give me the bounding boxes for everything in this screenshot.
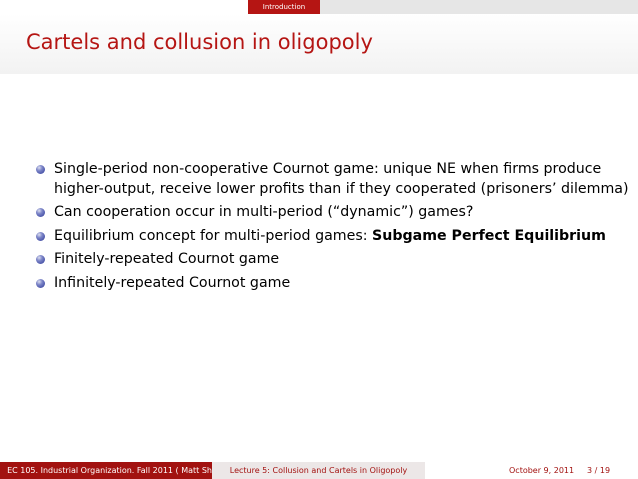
bullet-text: Equilibrium concept for multi-period games: [54, 227, 372, 244]
bullet-icon [36, 165, 45, 174]
bullet-item [32, 274, 632, 294]
bullet-text: Single-period non-cooperative Cournot game: unique NE when firms produce higher-output, receive lower profits than if they cooperated (prisoners’ dilemma) [54, 161, 629, 197]
bullet-text: Infinitely-repeated Cournot game [54, 274, 291, 291]
footer-date: October 9, 2011 [509, 466, 575, 475]
bullet-item [32, 227, 632, 247]
nav-right-area [320, 0, 638, 14]
bullet-icon [36, 279, 45, 288]
slide-footer [0, 462, 638, 479]
nav-section-introduction[interactable]: Introduction [248, 0, 320, 14]
bullet-text: Can cooperation occur in multi-period (“dynamic”) games? [54, 204, 474, 220]
footer-lecture: Lecture 5: Collusion and Cartels in Oligopoly [212, 462, 425, 479]
footer-right-box [425, 462, 638, 479]
bullet-text: Finitely-repeated Cournot game [54, 251, 280, 267]
page-number: 3 / 19 [587, 466, 611, 475]
nav-left-area [0, 0, 248, 14]
bullet-item [32, 203, 632, 223]
top-navigation-bar [0, 0, 638, 14]
bullet-text-with-emphasis [54, 227, 632, 247]
footer-course-box [0, 462, 212, 479]
bullet-icon [36, 208, 45, 217]
bullet-item [32, 250, 632, 270]
bullet-list [32, 160, 632, 297]
slide-title: Cartels and collusion in oligopoly [26, 30, 373, 54]
bullet-emphasis: Subgame Perfect Equilibrium [372, 227, 606, 244]
footer-course: EC 105. Industrial Organization. Fall 2011 ( Matt Sh [7, 466, 212, 475]
bullet-item [32, 160, 632, 199]
bullet-icon [36, 255, 45, 264]
bullet-icon [36, 232, 45, 241]
